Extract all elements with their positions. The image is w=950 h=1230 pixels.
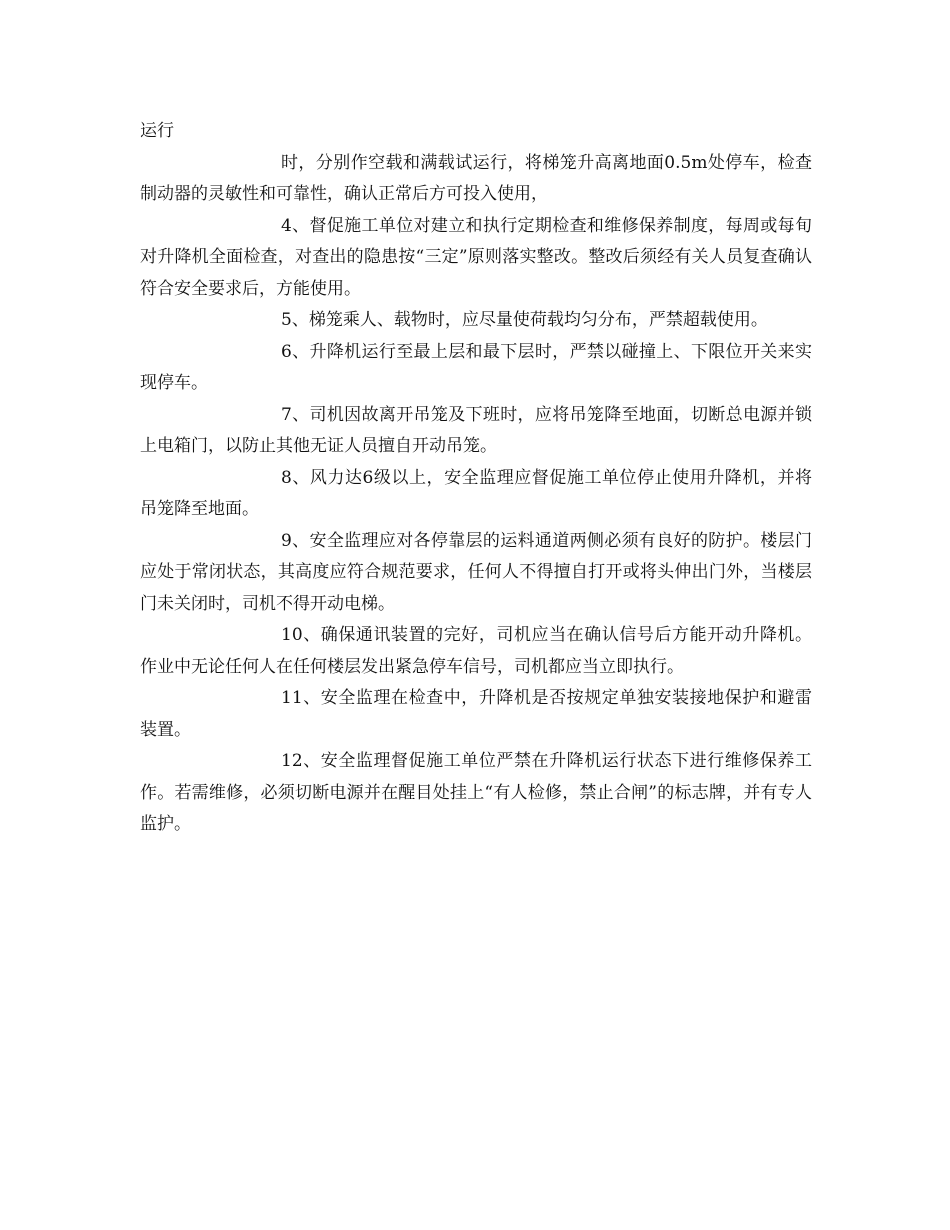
paragraph-item-11: 11、安全监理在检查中，升降机是否按规定单独安装接地保护和避雷装置。 (140, 688, 812, 740)
paragraph-item-6: 6、升降机运行至最上层和最下层时，严禁以碰撞上、下限位开关来实现停车。 (140, 341, 812, 393)
paragraph-item-8: 8、风力达6级以上，安全监理应督促施工单位停止使用升降机，并将吊笼降至地面。 (140, 467, 812, 519)
paragraph-trial-run: 时，分别作空载和满载试运行，将梯笼升高离地面0.5m处停车，检查制动器的灵敏性和可靠性，确认正常后方可投入使用， (140, 152, 812, 204)
paragraph-item-9: 9、安全监理应对各停靠层的运料通道两侧必须有良好的防护。楼层门应处于常闭状态，其高度应符合规范要求，任何人不得擅自打开或将头伸出门外，当楼层门未关闭时，司机不得开动电梯。 (140, 530, 812, 614)
paragraph-item-5: 5、梯笼乘人、载物时，应尽量使荷载均匀分布，严禁超载使用。 (281, 310, 768, 330)
document-body (140, 116, 812, 841)
paragraph-continuation-heading: 运行 (140, 121, 174, 141)
paragraph-item-7: 7、司机因故离开吊笼及下班时，应将吊笼降至地面，切断总电源并锁上电箱门，以防止其他无证人员擅自开动吊笼。 (140, 404, 812, 456)
paragraph-item-10: 10、确保通讯装置的完好，司机应当在确认信号后方能开动升降机。作业中无论任何人在任何楼层发出紧急停车信号，司机都应当立即执行。 (140, 625, 812, 677)
paragraph-item-4: 4、督促施工单位对建立和执行定期检查和维修保养制度，每周或每旬对升降机全面检查，对查出的隐患按“三定”原则落实整改。整改后须经有关人员复查确认符合安全要求后，方能使用。 (140, 215, 812, 299)
paragraph-item-12: 12、安全监理督促施工单位严禁在升降机运行状态下进行维修保养工作。若需维修，必须切断电源并在醒目处挂上“有人检修，禁止合闸”的标志牌，并有专人监护。 (140, 751, 812, 834)
